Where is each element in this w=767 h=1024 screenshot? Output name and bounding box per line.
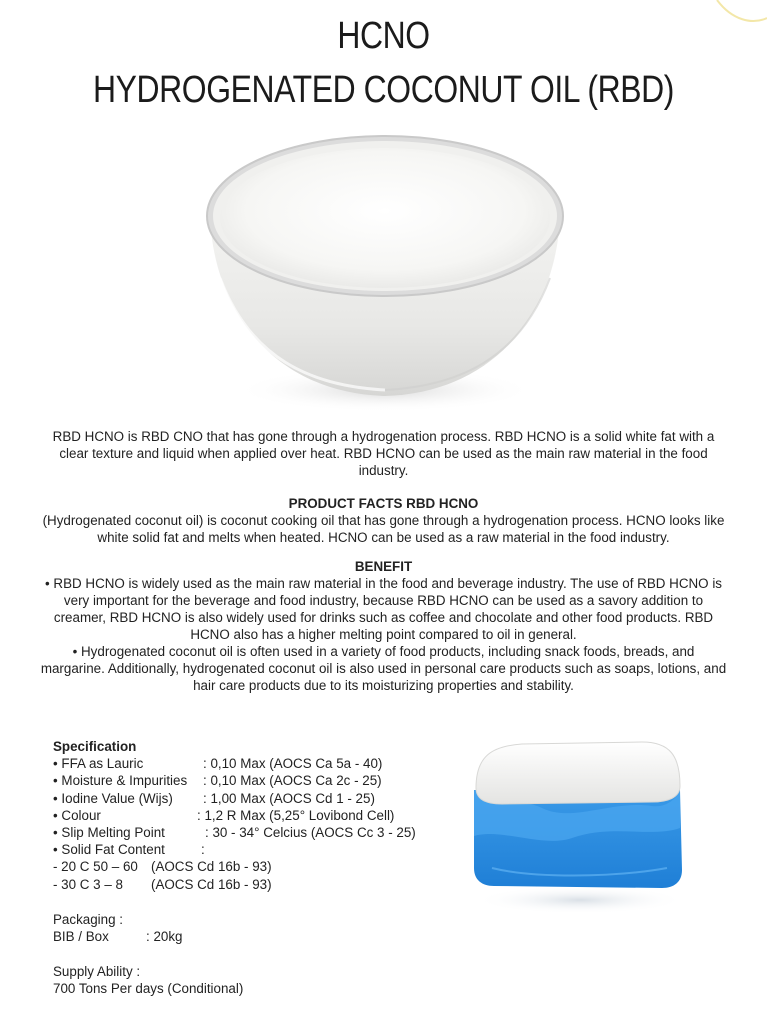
product-facts-paragraph: (Hydrogenated coconut oil) is coconut cooking oil that has gone through a hydrogenation process. HCNO looks like white solid fat and melts when heated. HCNO can be used as a raw material in the food industry. [42, 513, 725, 545]
bowl-image [190, 128, 580, 418]
page-title [0, 14, 767, 112]
packaging-key: BIB / Box [53, 929, 109, 945]
spec-label: • Solid Fat Content [53, 842, 165, 858]
packaging-row [53, 928, 182, 945]
spec-row-colour [53, 807, 463, 824]
spec-label: • Moisture & Impurities [53, 773, 188, 789]
spec-row-iodine [53, 790, 463, 807]
supply-label: Supply Ability : [53, 964, 141, 979]
spec-label: • Slip Melting Point [53, 825, 165, 841]
spec-label: • FFA as Lauric [53, 756, 144, 772]
spec-value: (AOCS Cd 16b - 93) [151, 859, 272, 875]
spec-row-20c [53, 858, 463, 875]
spec-row-solid-fat [53, 841, 463, 858]
spec-label: - 30 C 3 – 8 [53, 876, 123, 892]
corner-decoration [677, 0, 767, 40]
spec-value: : 0,10 Max (AOCS Ca 5a - 40) [203, 756, 383, 772]
description-section [40, 428, 727, 694]
product-facts-heading: PRODUCT FACTS RBD HCNO [288, 496, 479, 511]
spec-value: : 1,00 Max (AOCS Cd 1 - 25) [203, 790, 375, 806]
specification-section [53, 738, 463, 893]
spec-value: : 1,2 R Max (5,25° Lovibond Cell) [197, 807, 395, 823]
supply-value: 700 Tons Per days (Conditional) [53, 981, 244, 997]
spec-row-ffa [53, 755, 463, 772]
spec-row-moisture [53, 772, 463, 789]
spec-label: • Colour [53, 807, 101, 823]
spec-label: • Iodine Value (Wijs) [53, 790, 173, 806]
spec-row-30c [53, 876, 463, 893]
spec-row-slip-melting [53, 824, 463, 841]
spec-label: - 20 C 50 – 60 [53, 859, 138, 875]
benefit-heading: BENEFIT [354, 559, 413, 574]
packaging-section [53, 911, 182, 945]
specification-title: Specification [53, 739, 137, 754]
title-line-2: HYDROGENATED COCONUT OIL (RBD) [93, 69, 674, 111]
spec-value: : 0,10 Max (AOCS Ca 2c - 25) [203, 773, 382, 789]
title-line-1: HCNO [337, 15, 430, 57]
supply-section [53, 963, 243, 997]
spec-value: : 30 - 34° Celcius (AOCS Cc 3 - 25) [205, 825, 416, 841]
benefit-point-2: • Hydrogenated coconut oil is often used in a variety of food products, including snack foods, breads, and margarine. Additionally, hydrogenated coconut oil is also used in personal care products such as soaps, lotions, and hair care products due to its moisturizing properties and stability. [40, 644, 727, 693]
box-image [462, 728, 697, 918]
spec-value: (AOCS Cd 16b - 93) [151, 876, 272, 892]
intro-paragraph: RBD HCNO is RBD CNO that has gone through a hydrogenation process. RBD HCNO is a solid white fat with a clear texture and liquid when applied over heat. RBD HCNO can be used as the main raw material in the food industry. [52, 429, 715, 478]
packaging-label: Packaging : [53, 912, 123, 927]
packaging-value: : 20kg [146, 929, 183, 945]
spec-value: : [201, 842, 205, 858]
benefit-point-1: • RBD HCNO is widely used as the main raw material in the food and beverage industry. The use of RBD HCNO is very important for the beverage and food industry, because RBD HCNO can be used as a savory addition to creamer, RBD HCNO is also widely used for drinks such as coffee and chocolate and other food products. RBD HCNO also has a higher melting point compared to oil in general. [45, 576, 722, 642]
